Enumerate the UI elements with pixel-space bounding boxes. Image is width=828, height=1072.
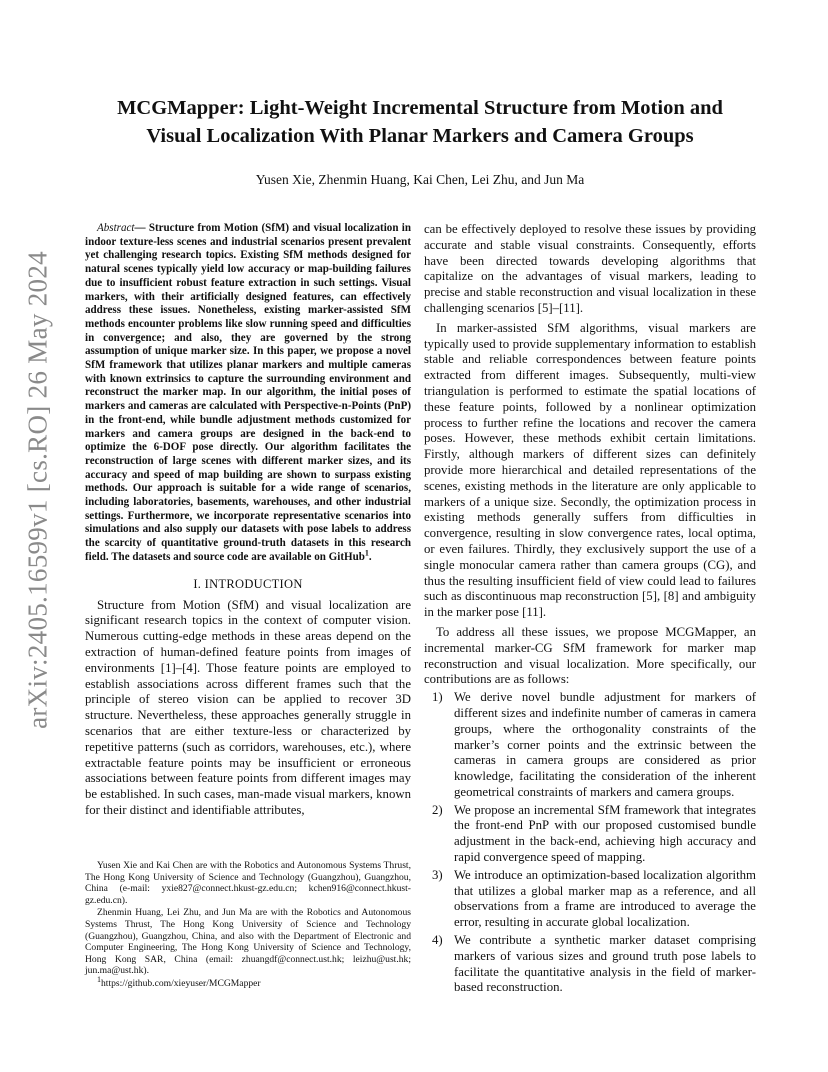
footnote-affiliation-2: Zhenmin Huang, Lei Zhu, and Jun Ma are with the Robotics and Autonomous Systems Thrust, The Hong Kong University of Science and Technology (Guangzhou), Guangzhou, China, and also with the Department of Electronic and Computer Engineering, The Hong Kong University of Science and Technology, Hong Kong SAR, China (email: zhuangdf@connect.ust.hk; leizhu@ust.hk; jun.ma@ust.hk). — [85, 907, 411, 977]
intro-paragraph-3: To address all these issues, we propose MCGMapper, an incremental marker-CG SfM framework for marker map reconstruction and visual localization. More specifically, our contributions are as follows: — [424, 624, 756, 687]
list-item-number: 1) — [432, 690, 443, 705]
author-list: Yusen Xie, Zhenmin Huang, Kai Chen, Lei Zhu, and Jun Ma — [255, 172, 585, 187]
contributions-list — [424, 690, 756, 996]
footnotes — [85, 860, 411, 990]
intro-paragraph-1: Structure from Motion (SfM) and visual localization are significant research topics in the context of computer vision. Numerous cutting-edge methods in these areas depend on the extraction of human-defined feature points from images of environments [1]–[4]. Those feature points are employed to establish associations across different frames such that the principle of stereo vision can be applied to recover 3D structure. Nevertheless, these approaches generally struggle in scenarios that are either texture-less or characterized by repetitive patterns (such as corridors, warehouses, etc.), where extractable feature points may be insufficient or erroneous associations between feature points from different images may be established. In such cases, man-made visual markers, known for their distinct and identifiable attributes, — [85, 597, 411, 817]
title-line-1: MCGMapper: Light-Weight Incremental Structure from Motion and — [117, 97, 723, 119]
intro-paragraph-1-continued: can be effectively deployed to resolve these issues by providing accurate and stable visual constraints. Consequently, efforts have been directed towards developing algorithms that capitalize on the advantages of visual markers, leading to precise and stable reconstruction and visual localization in these challenging scenarios [5]–[11]. — [424, 222, 756, 315]
abstract-text: Structure from Motion (SfM) and visual localization in indoor texture-less scenes and industrial scenarios present prevalent yet challenging research topics. Existing SfM methods designed for natural scenes typically yield low accuracy or map-building failures due to insufficient robust feature extraction in such settings. Visual markers, with their artificially designed features, can effectively address these issues. Nonetheless, existing marker-assisted SfM methods encounter problems like slow running speed and difficulties in convergence; and also, they are governed by the strong assumption of unique marker size. In this paper, we propose a novel SfM framework that utilizes planar markers and multiple cameras with known extrinsics to capture the surrounding environment and reconstruct the marker map. In our algorithm, the initial poses of markers and cameras are calculated with Perspective-n-Points (PnP) in the front-end, while bundle adjustment methods customized for markers and camera groups are designed in the back-end to optimize the 6-DOF pose directly. Our algorithm facilitates the reconstruction of large scenes with different marker sizes, and its accuracy and speed of map building are shown to surpass existing methods. Our approach is suitable for a wide range of scenarios, including laboratories, basements, warehouses, and other industrial settings. Furthermore, we incorporate representative scenarios into simulations and also supply our datasets with pose labels to address the scarcity of quantitative ground-truth datasets in this research field. The datasets and source code are available on GitHub — [85, 222, 412, 563]
section-heading-introduction: I. INTRODUCTION — [193, 576, 303, 591]
intro-paragraph-2: In marker-assisted SfM algorithms, visual markers are typically used to provide supplementary information to establish stable and reliable correspondences between feature points extracted from different images. Subsequently, multi-view triangulation is performed to estimate the spatial locations of these feature points, followed by a nonlinear optimization process to further refine the locations and recover the camera poses. However, these methods exhibit certain limitations. Firstly, although markers of different sizes can definitely provide more hierarchical and detailed representations of the scenes, existing methods in the literature are only applicable to markers of a unique size. Secondly, the optimization process in existing methods generally suffers from difficulties in convergence, resulting in slow convergence rates, local optima, or even failures. Thirdly, they exclusively support the use of a single monocular camera rather than camera groups (CG), and thus the resulting insufficient field of view could lead to failures such as discontinuous map reconstruction [5], [8] and ambiguity in the marker pose [11]. — [424, 320, 756, 620]
abstract: Abstract— Structure from Motion (SfM) and visual localization in indoor texture-less scenes and industrial scenarios present prevalent yet challenging research topics. Existing SfM methods designed for natural scenes typically yield low accuracy or map-building failures due to insufficient robust feature extraction in such settings. Visual markers, with their artificially designed features, can effectively address these issues. Nonetheless, existing marker-assisted SfM methods encounter problems like slow running speed and difficulties in convergence; and also, they are governed by the strong assumption of unique marker size. In this paper, we propose a novel SfM framework that utilizes planar markers and multiple cameras with known extrinsics to capture the surrounding environment and reconstruct the marker map. In our algorithm, the initial poses of markers and cameras are calculated with Perspective-n-Points (PnP) in the front-end, while bundle adjustment methods customized for markers and camera groups are designed in the back-end to optimize the 6-DOF pose directly. Our algorithm facilitates the reconstruction of large scenes with different marker sizes, and its accuracy and speed of map building are shown to surpass existing methods. Our approach is suitable for a wide range of scenarios, including laboratories, basements, warehouses, and other industrial settings. Furthermore, we incorporate representative scenarios into simulations and also supply our datasets with pose labels to address the scarcity of quantitative ground-truth datasets in this research field. The datasets and source code are available on GitHub$^1$. — [85, 222, 412, 563]
arxiv-sidebar — [16, 251, 60, 729]
footnote-affiliation-1: Yusen Xie and Kai Chen are with the Robotics and Autonomous Systems Thrust, The Hong Kong University of Science and Technology (Guangzhou), Guangzhou, China (e-mail: yxie827@connect.hkust-gz.edu.cn; kchen916@connect.hkust-gz.edu.cn). — [85, 860, 411, 906]
list-item-text: We introduce an optimization-based localization algorithm that utilizes a global marker map as a reference, and all observations from a frame are introduced to average the error, resulting in accurate global localization. — [454, 867, 756, 930]
list-item-number: 3) — [432, 867, 443, 882]
footnote-github — [85, 974, 411, 990]
footnote-github-mark: 1 — [97, 974, 101, 984]
paper-title — [70, 94, 770, 150]
abstract-end: . — [368, 550, 372, 563]
left-column — [85, 222, 411, 819]
list-item — [424, 868, 756, 931]
title-line-2: Visual Localization With Planar Markers and Camera Groups — [146, 125, 694, 147]
list-item — [424, 803, 756, 866]
arxiv-identifier: arXiv:2405.16599v1 [cs.RO] 26 May 2024 — [22, 251, 53, 729]
right-column — [424, 222, 756, 998]
list-item — [424, 690, 756, 801]
list-item — [424, 933, 756, 996]
footnote-mark: 1 — [364, 548, 369, 558]
list-item-number: 2) — [432, 802, 443, 817]
footnote-github-url[interactable]: https://github.com/xieyuser/MCGMapper — [101, 977, 261, 989]
list-item-text: We contribute a synthetic marker dataset comprising markers of various sizes and ground truth pose labels to facilitate the quantitative analysis in the field of marker-based reconstruction. — [454, 933, 756, 995]
list-item-number: 4) — [432, 933, 443, 948]
abstract-label: Abstract — [97, 222, 135, 234]
list-item-text: We propose an incremental SfM framework that integrates the front-end PnP with our proposed customised bundle adjustment in the back-end, achieving high accuracy and rapid convergence speed of mapping. — [454, 802, 756, 865]
list-item-text: We derive novel bundle adjustment for markers of different sizes and indefinite number of cameras in camera groups, where the orthogonality constraints of the marker’s corner points and the extrinsic between the cameras in camera groups are considered as prior knowledge, facilitating the consideration of the inherent geometrical constraints of markers and camera groups. — [454, 690, 756, 799]
